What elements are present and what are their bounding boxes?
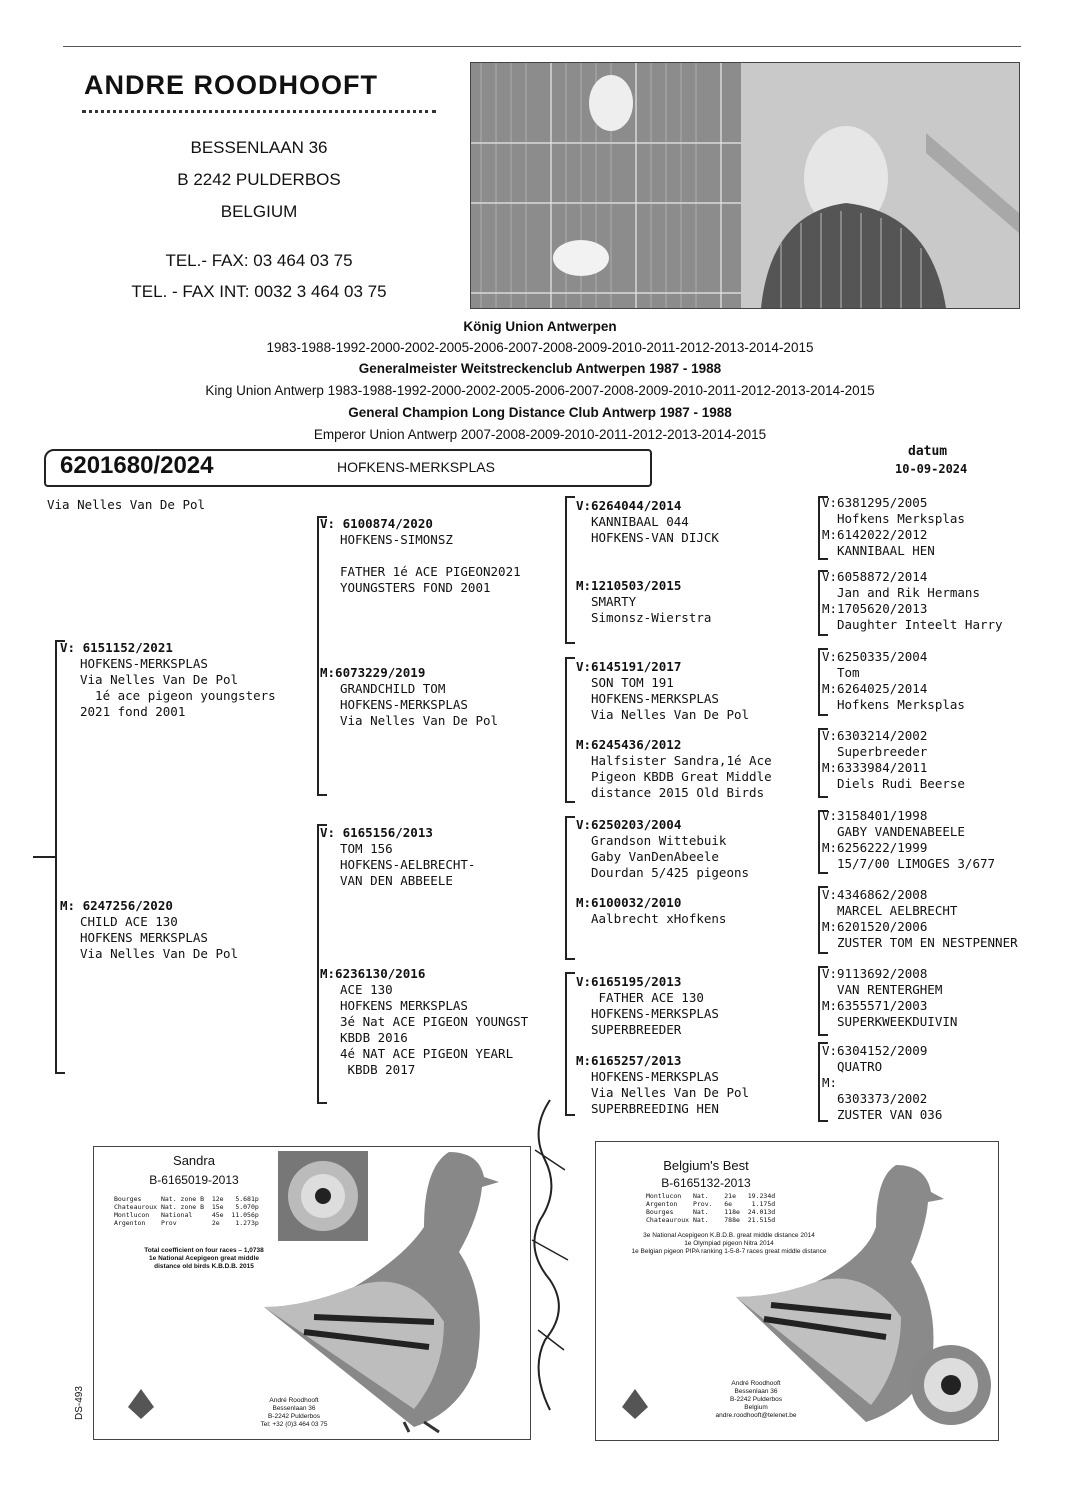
pedigree-text: MARCEL AELBRECHT <box>837 903 958 918</box>
gen3-bracket <box>565 496 575 644</box>
pedigree-text: GABY VANDENABEELE <box>837 824 965 839</box>
logo-icon <box>618 1387 652 1421</box>
top-rule <box>63 46 1021 47</box>
pedigree-text: HOFKENS-SIMONSZ FATHER 1é ACE PIGEON2021 YOUNGSTERS FOND 2001 <box>340 532 521 595</box>
datum-label: datum <box>908 444 948 459</box>
gen3-entry <box>576 659 749 723</box>
breeder-photo <box>470 62 1020 309</box>
pedigree-id: V:3158401/1998 <box>822 808 928 823</box>
pedigree-id: M: <box>822 1075 838 1090</box>
pedigree-id: V:6264044/2014 <box>576 498 682 513</box>
pedigree-text: SMARTY Simonsz-Wierstra <box>591 594 712 625</box>
pedigree-text: Jan and Rik Hermans <box>837 585 980 600</box>
logo-icon <box>124 1387 158 1421</box>
signature <box>520 1090 580 1430</box>
card-note: Total coefficient on four races – 1,0738 1e National Acepigeon great middle distance old birds K.B.D.B. 2015 <box>144 1247 264 1270</box>
pedigree-id: M:6236130/2016 <box>320 966 426 981</box>
achievement-line: Emperor Union Antwerp 2007-2008-2009-2010-2011-2012-2013-2014-2015 <box>313 427 767 442</box>
granddam-sire <box>320 665 498 729</box>
pedigree-text: SON TOM 191 HOFKENS-MERKSPLAS Via Nelles Van De Pol <box>591 675 750 722</box>
gen4-pair <box>822 887 1018 951</box>
dam <box>60 898 238 962</box>
grandsire-dam <box>320 825 475 889</box>
gen3-entry <box>576 1053 749 1117</box>
pedigree-text: Hofkens Merksplas <box>837 511 965 526</box>
pedigree-text: HOFKENS-MERKSPLAS Via Nelles Van De Pol SUPERBREEDING HEN <box>591 1069 750 1116</box>
gen3-entry <box>576 817 749 881</box>
dotted-divider <box>82 110 436 113</box>
gen3-entry <box>576 578 711 626</box>
pedigree-id: M:6165257/2013 <box>576 1053 682 1068</box>
card-note: 3e National Acepigeon K.B.D.B. great middle distance 2014 1e Olympiad pigeon Nitra 2014 1e Belgian pigeon PIPA ranking 1-5-8-7 races great middle distance <box>631 1232 827 1255</box>
phone: TEL.- FAX: 03 464 03 75 <box>165 251 353 270</box>
breeder-photo-image <box>471 63 1019 308</box>
card-title: Sandra <box>173 1153 215 1168</box>
card-results: Bourges Nat. zone B 12e 5.681p Chateauroux Nat. zone B 15e 5.070p Montlucon National 45e 11.056p Argenton Prov 2e 1.273p <box>114 1195 259 1227</box>
gen3-entry <box>576 895 726 927</box>
pedigree-id: M:6355571/2003 <box>822 998 928 1013</box>
pedigree-id: V: 6100874/2020 <box>320 516 433 531</box>
pedigree-id: V:6303214/2002 <box>822 728 928 743</box>
pedigree-text: TOM 156 HOFKENS-AELBRECHT- VAN DEN ABBEELE <box>340 841 476 888</box>
address-city: B 2242 PULDERBOS <box>177 170 341 189</box>
pedigree-text: FATHER ACE 130 HOFKENS-MERKSPLAS SUPERBREEDER <box>591 990 719 1037</box>
card-ring: B-6165132-2013 <box>661 1176 751 1190</box>
address-street: BESSENLAAN 36 <box>190 138 328 157</box>
pedigree-text: Diels Rudi Beerse <box>837 776 965 791</box>
pedigree-id: M:6100032/2010 <box>576 895 682 910</box>
pedigree-id: M: 6247256/2020 <box>60 898 173 913</box>
gen4-pair <box>822 808 995 872</box>
gen4-pair <box>822 569 1003 633</box>
achievement-line: Generalmeister Weitstreckenclub Antwerpen 1987 - 1988 <box>358 361 722 376</box>
achievement-line: General Champion Long Distance Club Antwerp 1987 - 1988 <box>348 405 732 420</box>
card-belgiums-best <box>595 1141 999 1441</box>
pedigree-text: 6303373/2002 ZUSTER VAN 036 <box>837 1091 943 1122</box>
card-owner: André Roodhooft Bessenlaan 36 B-2242 Pulderbos Tel: +32 (0)3 464 03 75 <box>260 1397 328 1428</box>
pedigree-id: M:6245436/2012 <box>576 737 682 752</box>
pedigree-text: Tom <box>837 665 860 680</box>
root-connector <box>33 856 55 858</box>
gen3-entry <box>576 974 719 1038</box>
pedigree-text: ACE 130 HOFKENS MERKSPLAS 3é Nat ACE PIGEON YOUNGST KBDB 2016 4é NAT ACE PIGEON YEARL KBDB 2017 <box>340 982 529 1077</box>
card-title: Belgium's Best <box>663 1158 749 1173</box>
pedigree-id: V:6250203/2004 <box>576 817 682 832</box>
pedigree-id: V:6381295/2005 <box>822 495 928 510</box>
pedigree-id: V:9113692/2008 <box>822 966 928 981</box>
pedigree-text: VAN RENTERGHEM <box>837 982 943 997</box>
datum-value: 10-09-2024 <box>895 462 968 476</box>
pedigree-text: ZUSTER TOM EN NESTPENNER <box>837 935 1018 950</box>
card-owner: André Roodhooft Bessenlaan 36 B-2242 Pulderbos Belgium andre.roodhooft@telenet.be <box>715 1380 797 1419</box>
pedigree-text: KANNIBAAL 044 HOFKENS-VAN DIJCK <box>591 514 719 545</box>
pedigree-text: Grandson Wittebuik Gaby VanDenAbeele Dourdan 5/425 pigeons <box>591 833 750 880</box>
card-sandra <box>93 1146 531 1440</box>
pedigree-id: V:6165195/2013 <box>576 974 682 989</box>
gen3-entry <box>576 737 772 801</box>
breeder-name: ANDRE ROODHOOFT <box>84 70 378 100</box>
eye-image <box>906 1340 996 1430</box>
pedigree-text: KANNIBAAL HEN <box>837 543 935 558</box>
pedigree-id: V:4346862/2008 <box>822 887 928 902</box>
footer-code: DS-493 <box>74 1386 85 1420</box>
pedigree-id: V:6304152/2009 <box>822 1043 928 1058</box>
pedigree-id: M:6142022/2012 <box>822 527 928 542</box>
gen3-bracket <box>565 657 575 803</box>
grandsire-sire <box>320 516 521 596</box>
card-results: Montlucon Nat. 21e 19.234d Argenton Prov. 6e 1.175d Bourges Nat. 118e 24.013d Chateauroux Nat. 788e 21.515d <box>646 1192 776 1224</box>
pedigree-id: M:1210503/2015 <box>576 578 682 593</box>
achievement-line: 1983-1988-1992-2000-2002-2005-2006-2007-2008-2009-2010-2011-2012-2013-2014-2015 <box>266 340 814 355</box>
pedigree-id: V:6058872/2014 <box>822 569 928 584</box>
gen4-pair <box>822 728 965 792</box>
pedigree-text: Halfsister Sandra,1é Ace Pigeon KBDB Great Middle distance 2015 Old Birds <box>591 753 772 800</box>
pedigree-id: V:6250335/2004 <box>822 649 928 664</box>
gen4-pair <box>822 495 965 559</box>
gen4-pair <box>822 966 957 1030</box>
pedigree-text: QUATRO <box>837 1059 883 1074</box>
pedigree-text: CHILD ACE 130 HOFKENS MERKSPLAS Via Nelles Van De Pol <box>80 914 239 961</box>
pedigree-id: M:6256222/1999 <box>822 840 928 855</box>
card-ring: B-6165019-2013 <box>149 1173 239 1187</box>
ring-number: 6201680/2024 <box>60 452 214 479</box>
sire <box>60 640 276 720</box>
pedigree-text: Superbreeder <box>837 744 928 759</box>
pedigree-text: Hofkens Merksplas <box>837 697 965 712</box>
pedigree-text: Aalbrecht xHofkens <box>591 911 727 926</box>
pedigree-id: M:6201520/2006 <box>822 919 928 934</box>
pedigree-text: SUPERKWEEKDUIVIN <box>837 1014 958 1029</box>
gen4-pair <box>822 1043 942 1123</box>
pedigree-text: GRANDCHILD TOM HOFKENS-MERKSPLAS Via Nelles Van De Pol <box>340 681 499 728</box>
achievement-line: King Union Antwerp 1983-1988-1992-2000-2002-2005-2006-2007-2008-2009-2010-2011-2012-2013-2014-2015 <box>205 383 875 398</box>
pedigree-id: M:1705620/2013 <box>822 601 928 616</box>
gen3-entry <box>576 498 719 546</box>
phone-international: TEL. - FAX INT: 0032 3 464 03 75 <box>131 282 387 301</box>
pedigree-id: V:6145191/2017 <box>576 659 682 674</box>
pedigree-text: HOFKENS-MERKSPLAS Via Nelles Van De Pol 1é ace pigeon youngsters 2021 fond 2001 <box>80 656 276 719</box>
granddam-dam <box>320 966 528 1078</box>
pedigree-id: M:6333984/2011 <box>822 760 928 775</box>
pigeon-image <box>244 1147 524 1437</box>
address-country: BELGIUM <box>220 202 298 221</box>
pedigree-id: M:6264025/2014 <box>822 681 928 696</box>
via-line: Via Nelles Van De Pol <box>47 497 206 512</box>
pigeon-name: HOFKENS-MERKSPLAS <box>337 459 495 475</box>
gen4-pair <box>822 649 965 713</box>
pedigree-id: V: 6165156/2013 <box>320 825 433 840</box>
pedigree-text: 15/7/00 LIMOGES 3/677 <box>837 856 996 871</box>
gen3-bracket <box>565 816 575 960</box>
achievement-line: König Union Antwerpen <box>463 319 617 334</box>
pedigree-text: Daughter Inteelt Harry <box>837 617 1003 632</box>
pedigree-id: M:6073229/2019 <box>320 665 426 680</box>
pedigree-id: V: 6151152/2021 <box>60 640 173 655</box>
